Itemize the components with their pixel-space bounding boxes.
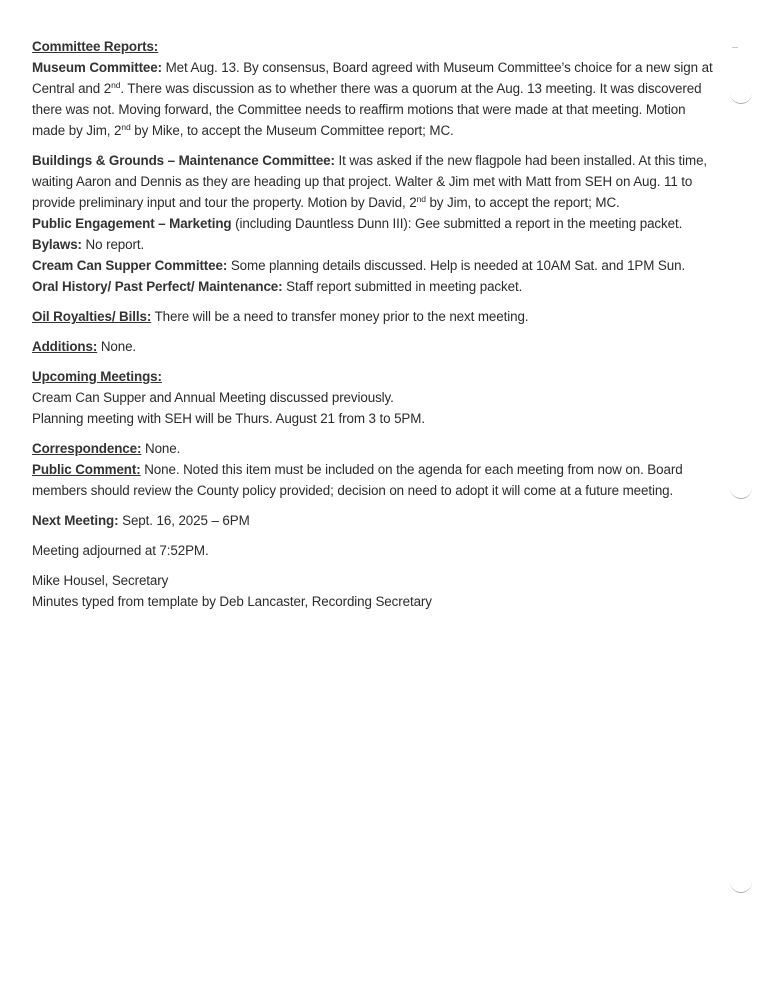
public-comment-section [32, 459, 722, 501]
minutes-document [32, 36, 722, 612]
bylaws-report [32, 234, 722, 255]
scan-mark [732, 47, 738, 48]
superscript: nd [416, 194, 426, 204]
upcoming-meetings-heading-row [32, 366, 722, 387]
buildings-text: by Jim, to accept the report; MC. [425, 195, 620, 210]
upcoming-line: Planning meeting with SEH will be Thurs. August 21 from 3 to 5PM. [32, 411, 425, 426]
superscript: nd [111, 80, 121, 90]
adjourned-text: Meeting adjourned at 7:52PM. [32, 543, 209, 558]
correspondence-text: None. [141, 441, 181, 456]
public-comment-label: Public Comment: [32, 462, 141, 477]
oil-royalties-text: There will be a need to transfer money prior to the next meeting. [151, 309, 529, 324]
public-engagement-report [32, 213, 722, 234]
next-meeting-section [32, 510, 722, 531]
bylaws-text: No report. [81, 237, 145, 252]
punch-hole-mark [730, 878, 752, 893]
museum-text: Met Aug. 13. By consensus, Board agreed with Museum Committee’s choice for a new sign at Central and 2 [32, 60, 713, 96]
buildings-text: It was asked if the new flagpole had been installed. At this time, waiting Aaron and Dennis as they are heading up that project. Walter & Jim met with Matt from SEH on Aug. 11 to provide preliminary input and tour the property. Motion by David, 2 [32, 153, 708, 210]
bylaws-label: Bylaws: [32, 237, 82, 252]
committee-reports-heading: Committee Reports: [32, 39, 159, 54]
committee-reports-section [32, 36, 722, 57]
secretary-signature: Mike Housel, Secretary [32, 573, 169, 588]
cream-can-report [32, 255, 722, 276]
public-engagement-label: Public Engagement – Marketing [32, 216, 232, 231]
typed-by-line: Minutes typed from template by Deb Lancaster, Recording Secretary [32, 594, 432, 609]
museum-committee-label: Museum Committee: [32, 60, 162, 75]
oral-history-report [32, 276, 722, 297]
museum-committee-report [32, 57, 722, 141]
punch-hole-mark [730, 89, 752, 104]
public-engagement-text: (including Dauntless Dunn III): Gee submitted a report in the meeting packet. [231, 216, 683, 231]
buildings-grounds-report [32, 150, 722, 213]
next-meeting-text: Sept. 16, 2025 – 6PM [118, 513, 250, 528]
museum-text: by Mike, to accept the Museum Committee report; MC. [130, 123, 454, 138]
superscript: nd [121, 122, 131, 132]
correspondence-section [32, 438, 722, 459]
next-meeting-label: Next Meeting: [32, 513, 119, 528]
correspondence-label: Correspondence: [32, 441, 142, 456]
upcoming-line: Cream Can Supper and Annual Meeting discussed previously. [32, 390, 394, 405]
public-comment-text: None. Noted this item must be included on the agenda for each meeting from now on. Board members should review the County policy provided; decision on need to adopt it will come at a future meeting. [32, 462, 683, 498]
additions-text: None. [97, 339, 137, 354]
oil-royalties-label: Oil Royalties/ Bills: [32, 309, 152, 324]
oil-royalties-section [32, 306, 722, 327]
upcoming-meetings-heading: Upcoming Meetings: [32, 369, 162, 384]
museum-text: . There was discussion as to whether there was a quorum at the Aug. 13 meeting. It was discovered there was not. Moving forward, the Committee needs to reaffirm motions that were made at that meeting. Motion made by Jim, 2 [32, 81, 702, 138]
cream-can-text: Some planning details discussed. Help is needed at 10AM Sat. and 1PM Sun. [227, 258, 686, 273]
additions-section [32, 336, 722, 357]
additions-label: Additions: [32, 339, 98, 354]
buildings-grounds-label: Buildings & Grounds – Maintenance Committee: [32, 153, 335, 168]
punch-hole-mark [730, 484, 752, 499]
oral-history-label: Oral History/ Past Perfect/ Maintenance: [32, 279, 283, 294]
oral-history-text: Staff report submitted in meeting packet. [282, 279, 523, 294]
cream-can-label: Cream Can Supper Committee: [32, 258, 228, 273]
